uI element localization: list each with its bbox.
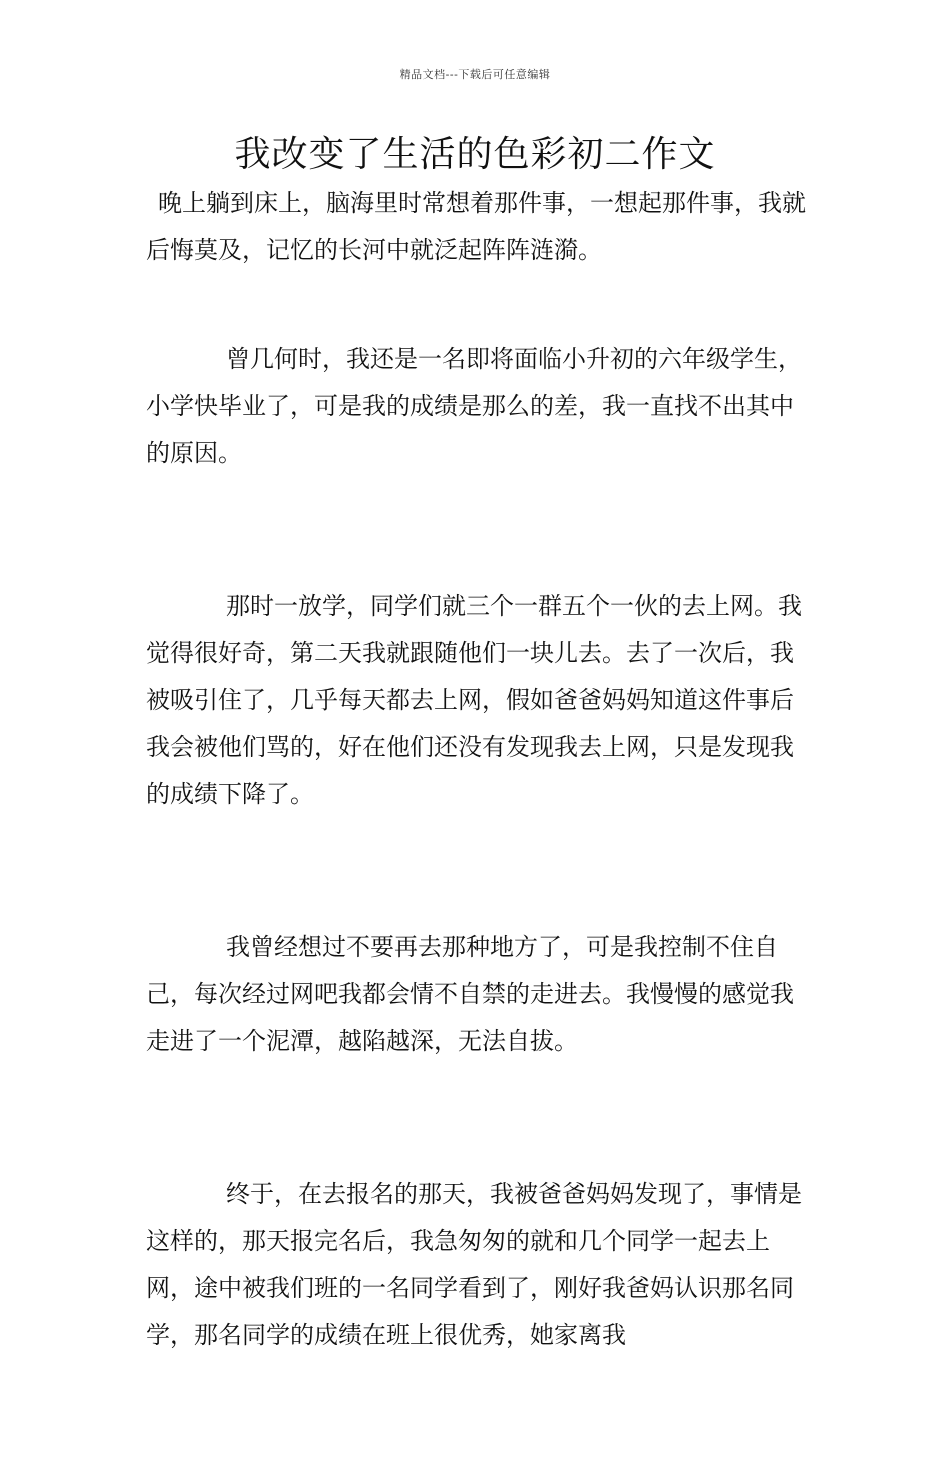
document-body [146, 180, 816, 1465]
paragraph-3: 那时一放学，同学们就三个一群五个一伙的去上网。我觉得很好奇，第二天我就跟随他们一块儿去。去了一次后，我被吸引住了，几乎每天都去上网，假如爸爸妈妈知道这件事后我会被他们骂的，好在他们还没有发现我去上网，只是发现我的成绩下降了。 [146, 592, 802, 808]
paragraph-4: 我曾经想过不要再去那种地方了，可是我控制不住自己，每次经过网吧我都会情不自禁的走进去。我慢慢的感觉我走进了一个泥潭，越陷越深，无法自拔。 [146, 933, 794, 1055]
document-title: 我改变了生活的色彩初二作文 [234, 134, 716, 175]
paragraph-5: 终于，在去报名的那天，我被爸爸妈妈发现了，事情是这样的，那天报完名后，我急匆匆的就和几个同学一起去上网，途中被我们班的一名同学看到了，刚好我爸妈认识那名同学，那名同学的成绩在班上很优秀，她家离我 [146, 1180, 802, 1349]
header-note: 精品文档---下载后可任意编辑 [399, 68, 551, 81]
paragraph-1: 晚上躺到床上，脑海里时常想着那件事，一想起那件事，我就后悔莫及，记忆的长河中就泛起阵阵涟漪。 [146, 189, 806, 264]
paragraph-2: 曾几何时，我还是一名即将面临小升初的六年级学生，小学快毕业了，可是我的成绩是那么的差，我一直找不出其中的原因。 [146, 345, 802, 467]
